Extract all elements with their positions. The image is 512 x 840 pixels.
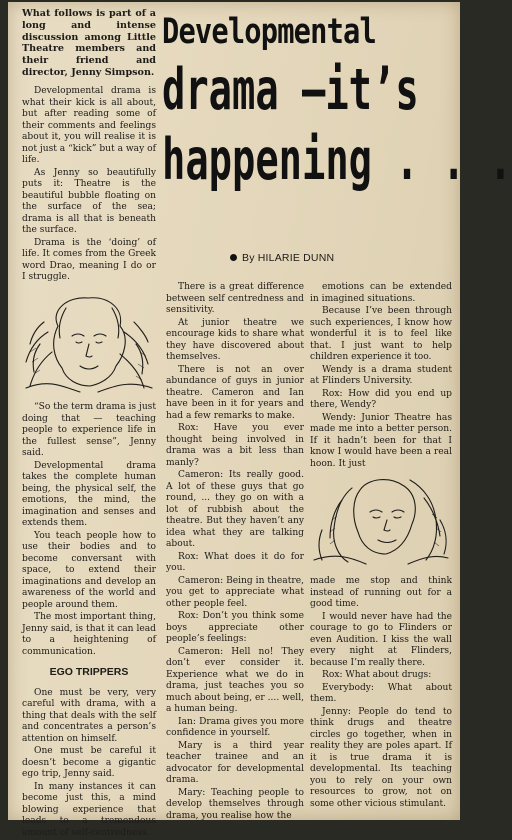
headline-line-1: Developmental <box>162 12 376 52</box>
paragraph: Wendy is a drama student at Flinders University. <box>310 364 452 386</box>
headline-line-2: drama —it’s <box>162 57 419 123</box>
intro-paragraph: What follows is part of a long and intense discussion among Little Theatre members and their friend and director, Jenny Simpson. <box>22 8 156 78</box>
headline <box>162 12 512 193</box>
subheading: EGO TRIPPERS <box>49 666 129 678</box>
column-1-top <box>22 86 156 285</box>
newspaper-clipping <box>8 2 512 838</box>
paragraph: Jenny: People do tend to think drugs and theatre circles go together, when in reality they are poles apart. If it is true drama it is developmental. Its teaching you to rely on your own resources to grow, not on some other vicious stimulant. <box>310 706 452 809</box>
paragraph: I would never have had the courage to go to Flinders or even Audition. I kiss the wall every night at Flinders, because I’m really there. <box>310 611 452 668</box>
paragraph: At junior theatre we encourage kids to share what they have discovered about themselves. <box>166 317 304 362</box>
paragraph: Mary: Teaching people to develop themselves through drama, you realise how the <box>166 787 304 821</box>
paragraph: Wendy: Junior Theatre has made me into a better person. If it hadn’t been for that I know I would have been a real hoon. It just <box>310 412 452 469</box>
column-3-top <box>310 282 452 471</box>
portrait-sketch-illustration <box>312 470 450 566</box>
portrait-sketch-illustration <box>20 292 156 394</box>
paragraph: Ian: Drama gives you more confidence in yourself. <box>166 716 304 738</box>
paragraph: Rox: How did you end up there, Wendy? <box>310 388 452 410</box>
paragraph: In many instances it can become just this, a mind blowing experience that leads to a tremendous amount of self-centredness. <box>22 781 156 838</box>
paragraph: Cameron: Its really good. A lot of these guys that go round, ... they go on with a lot of rubbish about the theatre. But they haven’t any idea what they are talking about. <box>166 470 304 549</box>
paragraph: One must be very, very careful with drama, with a thing that deals with the self and concentrates a person’s attention on himself. <box>22 687 156 744</box>
paragraph: As Jenny so beautifully puts it: Theatre is the beautiful bubble floating on the surface of the sea; drama is all that is beneath the surface. <box>22 167 156 235</box>
paragraph: You teach people how to use their bodies and to become conversant with space, to extend their imaginations and develop an awareness of the world and people around them. <box>22 530 156 610</box>
paragraph: Rox: What about drugs: <box>322 670 432 680</box>
paragraph: Developmental drama takes the complete human being, the physical self, the emotions, the mind, the imagination and senses and extends them. <box>22 460 156 528</box>
byline <box>230 252 334 264</box>
paragraph: Rox: Don’t you think some boys appreciate other people’s feelings: <box>166 611 304 644</box>
paragraph: made me stop and think instead of running out for a good time. <box>310 576 452 609</box>
paragraph: “So the term drama is just doing that — teaching people to experience life in the fullest sense”, Jenny said. <box>22 402 156 458</box>
paragraph: Cameron: Hell no! They don’t ever consider it. Experience what we do in drama, just teaches you so much about being, er .... well, a human being. <box>166 646 304 714</box>
column-1-bottom <box>22 402 156 840</box>
paragraph: There is not an over abundance of guys in junior theatre. Cameron and Ian have been in it for years and had a few remarks to make. <box>166 364 304 421</box>
paragraph: Rox: Have you ever thought being involved in drama was a bit less than manly? <box>166 423 304 468</box>
paragraph: Rox: What does it do for you. <box>166 551 304 573</box>
paragraph: The most important thing, Jenny said, is that it can lead to a heightening of communication. <box>22 612 156 657</box>
column-3-bottom <box>310 576 452 811</box>
paragraph: There is a great difference between self centredness and sensitivity. <box>166 282 304 315</box>
paragraph: Cameron: Being in theatre, you get to appreciate what other people feel. <box>166 575 304 609</box>
paragraph: emotions can be extended in imagined situations. <box>310 282 452 304</box>
paragraph: One must be careful it doesn’t become a gigantic ego trip, Jenny said. <box>22 746 156 779</box>
byline-text: By HILARIE DUNN <box>242 252 335 264</box>
headline-line-3: happening . . . <box>162 127 512 193</box>
paragraph: Everybody: What about them. <box>310 682 452 704</box>
paragraph: Drama is the ‘doing’ of life. It comes from the Greek word Drao, meaning I do or I struggle. <box>22 237 156 282</box>
paragraph: Mary is a third year teacher trainee and an advocator for developmental drama. <box>166 740 304 785</box>
paragraph: Developmental drama is what their kick is all about, but after reading some of their comments and feelings about it, you will realise it is not just a “kick” but a way of life. <box>22 86 156 165</box>
bullet-icon <box>230 254 237 261</box>
column-2 <box>166 282 304 823</box>
paragraph: Because I’ve been through such experiences, I know how wonderful it is to feel like that. I just want to help children experience it too. <box>310 306 452 362</box>
